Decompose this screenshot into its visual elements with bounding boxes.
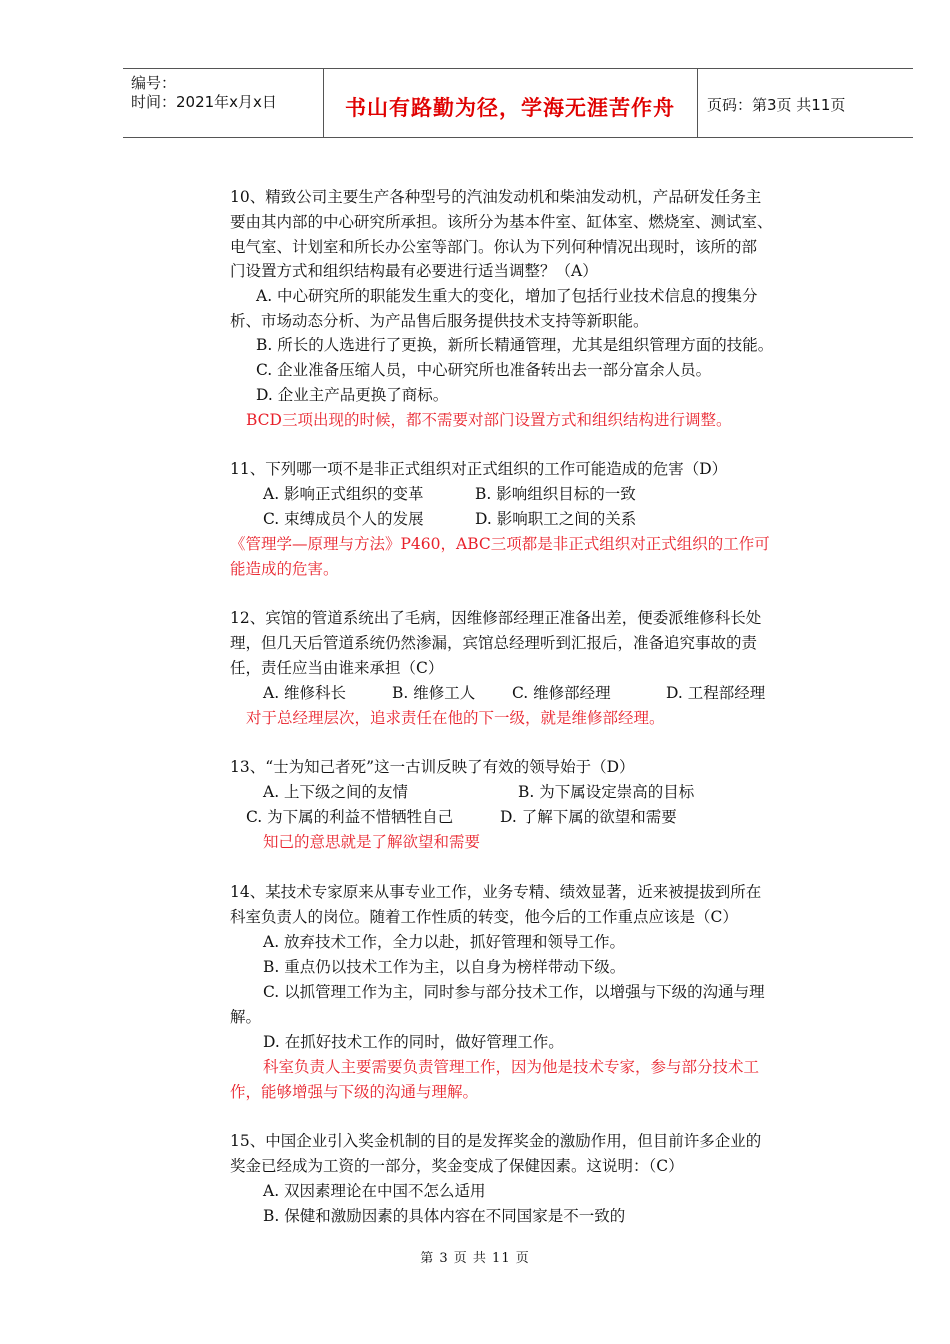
question-10-line: 要由其内部的中心研究所承担。该所分为基本件室、缸体室、燃烧室、测试室、 xyxy=(230,213,773,231)
document-number-label: 编号： xyxy=(131,74,177,92)
question-10-line: 10、精致公司主要生产各种型号的汽油发动机和柴油发动机，产品研发任务主 xyxy=(230,188,762,206)
question-14-option-d: D. 在抓好技术工作的同时，做好管理工作。 xyxy=(263,1033,564,1051)
question-14-option-a: A. 放弃技术工作，全力以赴，抓好管理和领导工作。 xyxy=(263,933,626,951)
question-10-option-a-cont: 析、市场动态分析、为产品售后服务提供技术支持等新职能。 xyxy=(230,312,649,330)
question-14-explanation: 作，能够增强与下级的沟通与理解。 xyxy=(230,1083,479,1101)
question-15-line: 奖金已经成为工资的一部分，奖金变成了保健因素。这说明：（C） xyxy=(230,1157,684,1175)
question-14-option-b: B. 重点仍以技术工作为主，以自身为榜样带动下级。 xyxy=(263,958,626,976)
header-meta-cell xyxy=(123,69,324,137)
question-11-stem: 11、下列哪一项不是非正式组织对正式组织的工作可能造成的危害（D） xyxy=(230,460,728,478)
question-10-option-c: C. 企业准备压缩人员，中心研究所也准备转出去一部分富余人员。 xyxy=(256,361,712,379)
question-15-line: 15、中国企业引入奖金机制的目的是发挥奖金的激励作用，但目前许多企业的 xyxy=(230,1132,762,1150)
question-12-explanation: 对于总经理层次，追求责任在他的下一级，就是维修部经理。 xyxy=(246,709,665,727)
question-10-explanation: BCD三项出现的时候，都不需要对部门设置方式和组织结构进行调整。 xyxy=(246,411,732,429)
question-10-line: 门设置方式和组织结构最有必要进行适当调整？（A） xyxy=(230,262,598,280)
page-header xyxy=(123,68,913,138)
question-13-option-b: B. 为下属设定崇高的目标 xyxy=(518,783,695,801)
question-15-option-a: A. 双因素理论在中国不怎么适用 xyxy=(263,1182,486,1200)
question-12-line: 任，责任应当由谁来承担（C） xyxy=(230,659,444,677)
question-12-option-b: B. 维修工人 xyxy=(392,684,476,702)
page-footer: 第 3 页 共 11 页 xyxy=(420,1251,530,1266)
question-13-option-c: C. 为下属的利益不惜牺牲自己 xyxy=(246,808,454,826)
question-13-stem: 13、“士为知己者死”这一古训反映了有效的领导始于（D） xyxy=(230,758,635,776)
document-time-label: 时间：2021年x月x日 xyxy=(131,93,277,111)
question-14-option-c-cont: 解。 xyxy=(230,1008,262,1026)
question-11-explanation: 能造成的危害。 xyxy=(230,560,339,578)
question-14-line: 14、某技术专家原来从事专业工作，业务专精、绩效显著，近来被提拔到所在 xyxy=(230,883,762,901)
question-11-option-d: D. 影响职工之间的关系 xyxy=(475,510,637,528)
question-14-explanation: 科室负责人主要需要负责管理工作，因为他是技术专家，参与部分技术工 xyxy=(263,1058,760,1076)
question-11-explanation: 《管理学—原理与方法》P460，ABC三项都是非正式组织对正式组织的工作可 xyxy=(230,535,770,553)
question-10-option-a: A. 中心研究所的职能发生重大的变化，增加了包括行业技术信息的搜集分 xyxy=(256,287,758,305)
question-10-option-b: B. 所长的人选进行了更换，新所长精通管理，尤其是组织管理方面的技能。 xyxy=(256,336,774,354)
question-10-option-d: D. 企业主产品更换了商标。 xyxy=(256,386,449,404)
question-12-line: 12、宾馆的管道系统出了毛病，因维修部经理正准备出差，便委派维修科长处 xyxy=(230,609,762,627)
question-13-explanation: 知己的意思就是了解欲望和需要 xyxy=(263,833,481,851)
question-11-option-b: B. 影响组织目标的一致 xyxy=(475,485,636,503)
question-12-option-d: D. 工程部经理 xyxy=(666,684,766,702)
question-12-option-c: C. 维修部经理 xyxy=(512,684,611,702)
question-11-option-a: A. 影响正式组织的变革 xyxy=(263,485,424,503)
header-page-cell xyxy=(697,69,913,137)
header-page-number: 页码：第3页 共11页 xyxy=(707,96,846,114)
header-motto: 书山有路勤为径，学海无涯苦作舟 xyxy=(345,96,675,120)
question-11-option-c: C. 束缚成员个人的发展 xyxy=(263,510,424,528)
question-12-line: 理，但几天后管道系统仍然渗漏，宾馆总经理听到汇报后，准备追究事故的责 xyxy=(230,634,758,652)
question-15-option-b: B. 保健和激励因素的具体内容在不同国家是不一致的 xyxy=(263,1207,626,1225)
question-13-option-d: D. 了解下属的欲望和需要 xyxy=(500,808,677,826)
question-14-line: 科室负责人的岗位。随着工作性质的转变，他今后的工作重点应该是（C） xyxy=(230,908,738,926)
question-10-line: 电气室、计划室和所长办公室等部门。你认为下列何种情况出现时，该所的部 xyxy=(230,238,758,256)
question-14-option-c: C. 以抓管理工作为主，同时参与部分技术工作，以增强与下级的沟通与理 xyxy=(263,983,765,1001)
header-motto-cell xyxy=(323,69,698,137)
question-12-option-a: A. 维修科长 xyxy=(263,684,347,702)
question-13-option-a: A. 上下级之间的友情 xyxy=(263,783,409,801)
